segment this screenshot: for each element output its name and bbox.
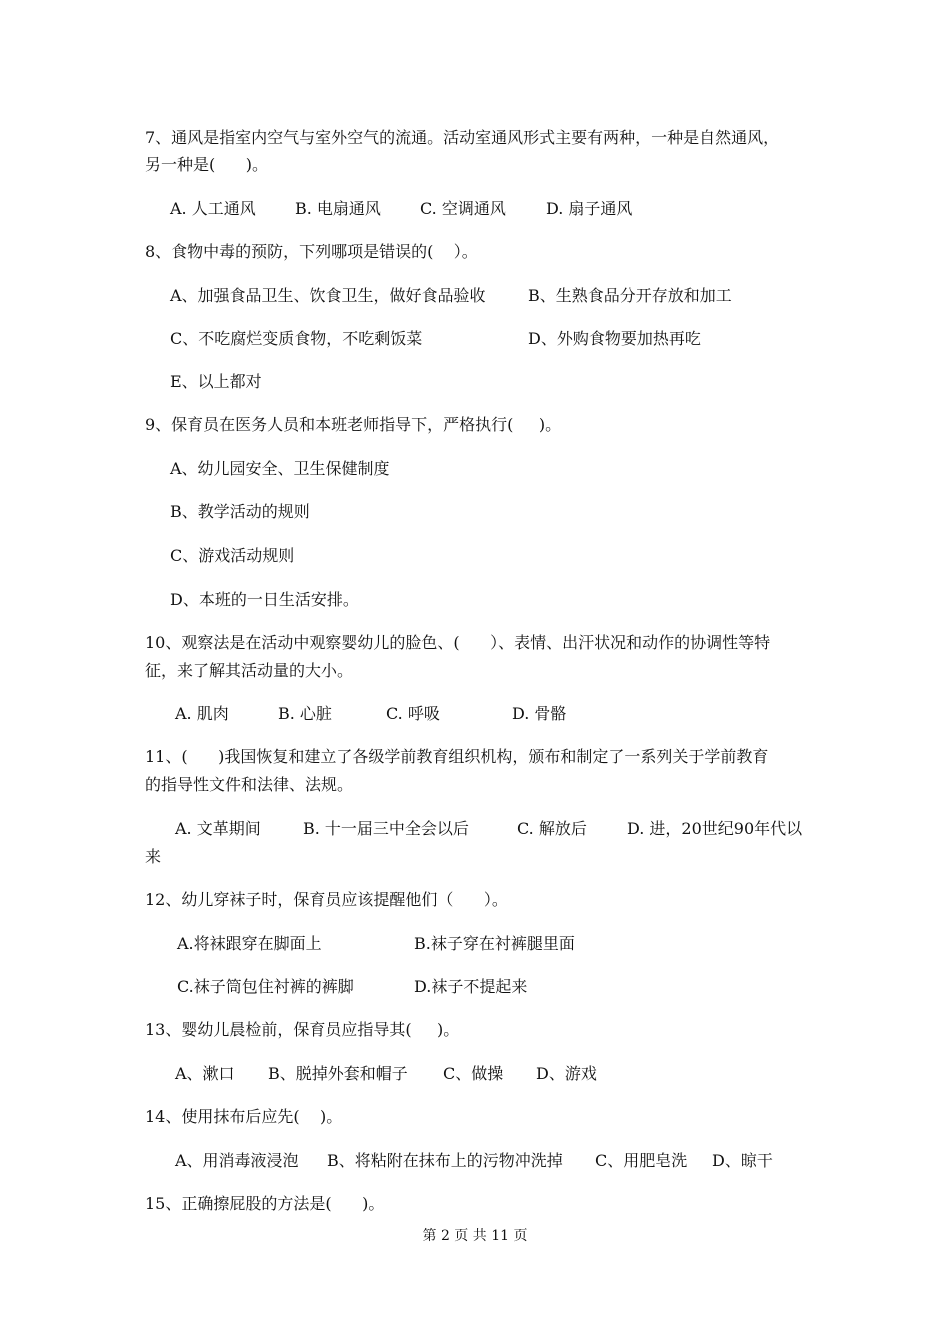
question-11-option-d: D. 进，20世纪90年代以 <box>627 819 803 838</box>
question-10-option-c: C. 呼吸 <box>386 704 440 723</box>
question-9-option-b: B、教学活动的规则 <box>170 502 310 521</box>
question-14-option-a: A、用消毒液浸泡 <box>175 1151 299 1170</box>
question-10-option-a: A. 肌肉 <box>175 704 229 723</box>
question-12-option-b: B.袜子穿在衬裤腿里面 <box>414 934 575 953</box>
question-7-line-2: 另一种是( )。 <box>145 155 269 174</box>
question-11-option-a: A. 文革期间 <box>175 819 261 838</box>
question-9-option-a: A、幼儿园安全、卫生保健制度 <box>170 459 390 478</box>
question-14-line-1: 14、使用抹布后应先( )。 <box>145 1107 343 1126</box>
question-13-option-b: B、脱掉外套和帽子 <box>268 1064 408 1083</box>
question-11-option-d-wrap: 来 <box>145 847 162 866</box>
question-12-option-c: C.袜子筒包住衬裤的裤脚 <box>177 977 354 996</box>
question-10-line-1: 10、观察法是在活动中观察婴幼儿的脸色、( ）、表情、出汗状况和动作的协调性等特 <box>145 633 771 652</box>
page-number-footer: 第 2 页 共 11 页 <box>422 1228 528 1244</box>
question-8-line-1: 8、食物中毒的预防，下列哪项是错误的( ）。 <box>145 242 478 261</box>
question-13-option-c: C、做操 <box>443 1064 504 1083</box>
question-14-option-d: D、晾干 <box>712 1151 773 1170</box>
question-14-option-b: B、将粘附在抹布上的污物冲洗掉 <box>327 1151 563 1170</box>
question-8-option-c: C、不吃腐烂变质食物，不吃剩饭菜 <box>170 329 423 348</box>
question-7-option-b: B. 电扇通风 <box>295 199 381 218</box>
question-11-option-c: C. 解放后 <box>517 819 587 838</box>
question-7-option-c: C. 空调通风 <box>420 199 506 218</box>
question-12-line-1: 12、幼儿穿袜子时，保育员应该提醒他们（ ）。 <box>145 890 508 909</box>
question-10-option-d: D. 骨骼 <box>512 704 567 723</box>
question-13-line-1: 13、婴幼儿晨检前，保育员应指导其( )。 <box>145 1020 460 1039</box>
question-9-line-1: 9、保育员在医务人员和本班老师指导下，严格执行( )。 <box>145 415 562 434</box>
question-12-option-d: D.袜子不提起来 <box>414 977 528 996</box>
question-15-line-1: 15、正确擦屁股的方法是( )。 <box>145 1194 385 1213</box>
question-11-line-2: 的指导性文件和法律、法规。 <box>145 775 354 794</box>
question-7-option-d: D. 扇子通风 <box>546 199 633 218</box>
question-10-option-b: B. 心脏 <box>278 704 332 723</box>
question-11-line-1: 11、( )我国恢复和建立了各级学前教育组织机构，颁布和制定了一系列关于学前教育 <box>145 747 769 766</box>
question-12-option-a: A.将袜跟穿在脚面上 <box>177 934 322 953</box>
question-9-option-d: D、本班的一日生活安排。 <box>170 590 359 609</box>
question-13-option-d: D、游戏 <box>536 1064 597 1083</box>
question-7-line-1: 7、通风是指室内空气与室外空气的流通。活动室通风形式主要有两种，一种是自然通风， <box>145 128 780 147</box>
question-8-option-a: A、加强食品卫生、饮食卫生，做好食品验收 <box>170 286 486 305</box>
question-8-option-e: E、以上都对 <box>170 372 262 391</box>
question-11-option-b: B. 十一届三中全会以后 <box>303 819 469 838</box>
question-8-option-b: B、生熟食品分开存放和加工 <box>528 286 732 305</box>
question-8-option-d: D、外购食物要加热再吃 <box>528 329 701 348</box>
question-7-option-a: A. 人工通风 <box>170 199 256 218</box>
question-9-option-c: C、游戏活动规则 <box>170 546 295 565</box>
question-14-option-c: C、用肥皂洗 <box>595 1151 688 1170</box>
question-13-option-a: A、漱口 <box>175 1064 235 1083</box>
question-10-line-2: 征，来了解其活动量的大小。 <box>145 661 354 680</box>
